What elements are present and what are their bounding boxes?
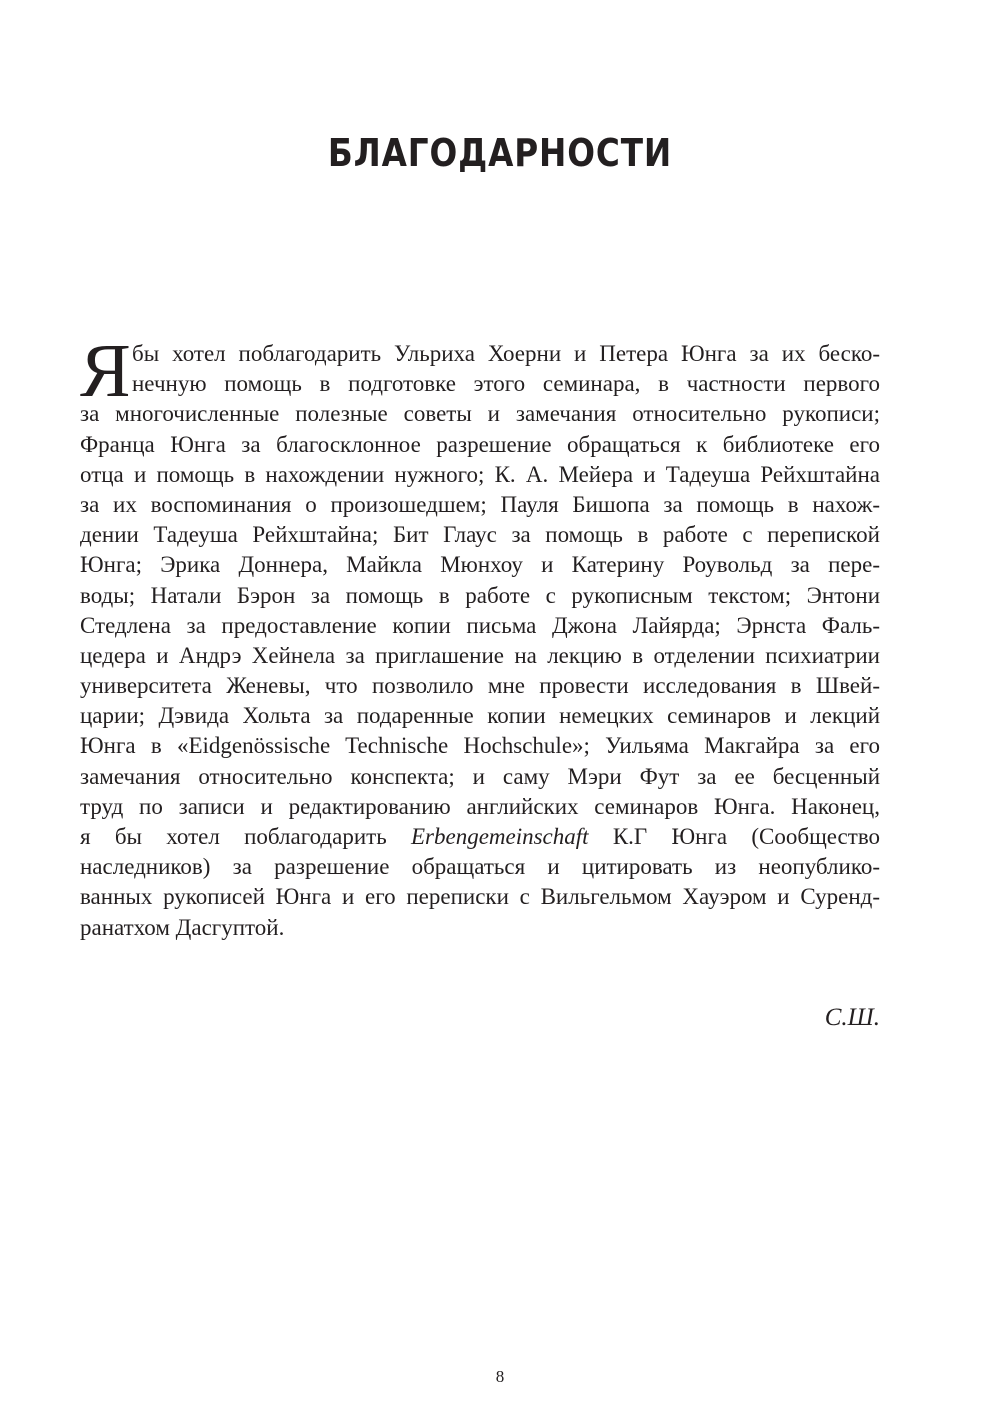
body-line: замечания относительно конспекта; и саму Мэри Фут за ее бесценный bbox=[80, 763, 880, 789]
body-line: бы хотел поблагодарить Ульриха Хоерни и Петера Юнга за их беско- bbox=[132, 341, 880, 366]
body-line: воды; Натали Бэрон за помощь в работе с рукописным текстом; Энтони bbox=[80, 582, 880, 608]
body-line: наследников) за разрешение обращаться и цитировать из неопублико- bbox=[80, 854, 880, 880]
body-line: Франца Юнга за благосклонное разрешение обращаться к библиотеке его bbox=[80, 431, 880, 457]
body-line: труд по записи и редактированию английских семинаров Юнга. Наконец, bbox=[80, 793, 880, 819]
body-line: ранатхом Дасгуптой. bbox=[80, 914, 285, 940]
body-line: Юнга в «Eidgenössische Technische Hochschule»; Уильяма Макгайра за его bbox=[80, 733, 880, 759]
body-line bbox=[80, 822, 880, 852]
italic-term: Erbengemeinschaft bbox=[410, 824, 589, 849]
body-line: за их воспоминания о произошедшем; Пауля Бишопа за помощь в нахож- bbox=[80, 491, 880, 517]
body-line: за многочисленные полезные советы и замечания относительно рукописи; bbox=[80, 401, 880, 427]
acknowledgements-paragraph bbox=[80, 329, 881, 943]
body-line: ванных рукописей Юнга и его переписки с Вильгельмом Хауэром и Суренд- bbox=[80, 884, 880, 910]
signature-initials: С.Ш. bbox=[824, 1004, 880, 1031]
body-line: нечную помощь в подготовке этого семинара, в частности первого bbox=[132, 371, 880, 397]
body-line: отца и помощь в нахождении нужного; К. А. Мейера и Тадеуша Рейхштайна bbox=[80, 461, 880, 487]
body-line-end: К.Г Юнга (Сообщество bbox=[612, 824, 881, 849]
body-line-start: я бы хотел поблагодарить bbox=[80, 824, 387, 849]
body-line: Стедлена за предоставление копии письма Джона Лайярда; Эрнста Фаль- bbox=[80, 612, 880, 638]
body-line: цедера и Андрэ Хейнела за приглашение на лекцию в отделении психиатрии bbox=[80, 642, 880, 668]
page-title: БЛАГОДАРНОСТИ bbox=[327, 131, 673, 175]
body-line: Юнга; Эрика Доннера, Майкла Мюнхоу и Катерину Роувольд за пере- bbox=[80, 552, 880, 578]
body-line: царии; Дэвида Хольта за подаренные копии немецких семинаров и лекций bbox=[80, 703, 880, 729]
body-line: дении Тадеуша Рейхштайна; Бит Глаус за помощь в работе с перепиской bbox=[80, 522, 880, 548]
page-number: 8 bbox=[495, 1367, 505, 1386]
drop-cap: Я bbox=[80, 329, 131, 413]
body-line: университета Женевы, что позволило мне провести исследования в Швей- bbox=[80, 673, 880, 699]
